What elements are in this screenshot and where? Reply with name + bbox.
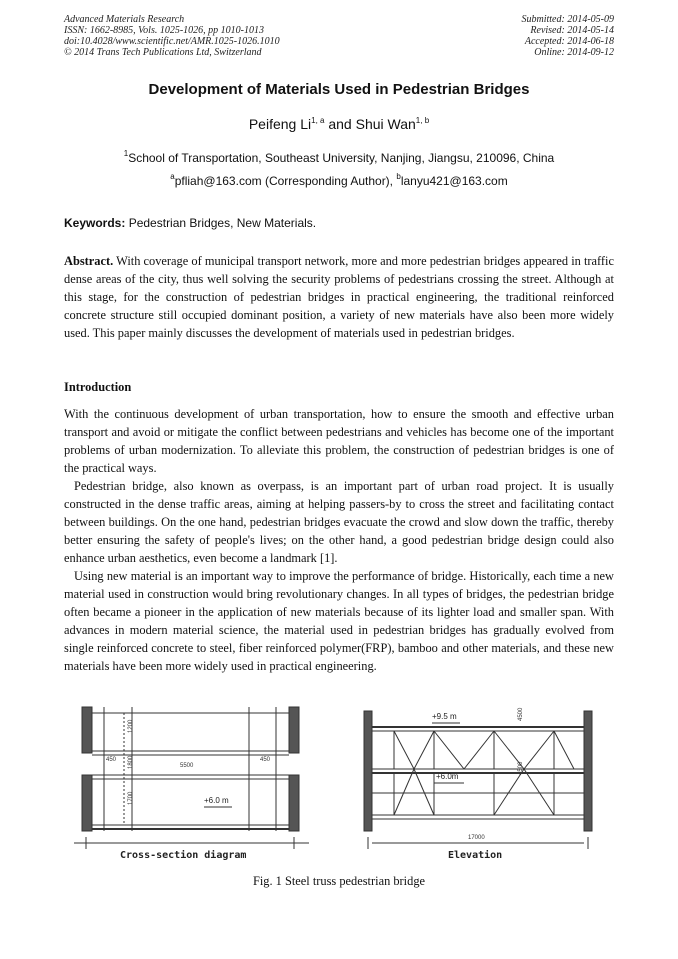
paper-title: Development of Materials Used in Pedestrian Bridges [148,81,530,98]
dim-1200: 1200 [128,719,134,733]
email-b[interactable]: lanyu421@163.com [400,174,508,188]
email-a-superscript: a [170,172,175,181]
journal-issn: ISSN: 1662-8985, Vols. 1025-1026, pp 1010-1013 [64,25,264,36]
introduction-body [64,405,614,675]
date-online: Online: 2014-09-12 [534,47,614,58]
bridge-drawing [64,703,614,863]
keywords [64,216,614,230]
abstract-text: With coverage of municipal transport network, more and more pedestrian bridges appeared in traffic dense areas of the city, thus well solving the security problems of pedestrians crossing the street. Although at this stage, for the construction of pedestrian bridges in practical engineering, the traditional reinforced concrete structure still occupied dominant position, a variety of new materials have also been more widely used. This paper mainly discusses the development of materials used in pedestrian bridges. [64,254,614,340]
dim-4500-bottom: 4500 [518,761,524,775]
dim-5500: 5500 [180,763,194,769]
affiliation-superscript: 1 [123,149,129,158]
column-left-bottom [82,775,92,831]
affiliation-line [0,151,678,165]
dim-1800: 1800 [128,755,134,769]
journal-doi: doi:10.4028/www.scientific.net/AMR.1025-1026.1010 [64,36,280,47]
figure-1 [64,703,614,863]
author-1-superscript: 1, a [311,116,325,125]
paper-authors [0,116,678,132]
column-right-bottom [289,775,299,831]
dim-450-left: 450 [106,757,117,763]
section-heading-introduction: Introduction [64,380,132,394]
email-a[interactable]: pfliah@163.com (Corresponding Author), [174,174,397,188]
abstract-label: Abstract. [64,254,114,268]
date-submitted: Submitted: 2014-05-09 [521,14,614,25]
cross-section-label: Cross-section diagram [120,850,247,861]
journal-header-right [522,14,615,58]
dim-1700: 1700 [128,791,134,805]
figure-caption: Fig. 1 Steel truss pedestrian bridge [252,874,426,888]
level-top: +9.5 m [432,712,457,721]
journal-name: Advanced Materials Research [64,14,185,25]
intro-paragraph-2: Pedestrian bridge, also known as overpass, is an important part of urban road project. It is usually constructed in the dense traffic areas, aiming at helping passers-by to cross the street and facilitating contact between buildings. On the one hand, pedestrian bridges evacuate the crowd and slow down the traffic, thereby better ensuring the safety of people's lives; on the other hand, a good pedestrian bridge design could also enhance urban aesthetics, even become a landmark [1]. [64,479,614,565]
journal-header-left [64,14,280,58]
author-2-superscript: 1, b [415,116,430,125]
keywords-label: Keywords: [64,216,126,230]
intro-paragraph-3: Using new material is an important way to improve the performance of bridge. Historically, each time a new material used in construction would bring revolutionary changes. In all types of bridges, the pedestrian bridge often became a pioneer in the application of new materials because of its lighter load and smaller span. With advances in modern material science, the material used in pedestrian bridges has gradually evolved from single reinforced concrete to steel, fiber reinforced polymer(FRP), bamboo and other materials, and these new materials have been more widely used in practical engineering. [64,569,614,673]
elevation-pier-right [584,711,592,831]
date-accepted: Accepted: 2014-06-18 [524,36,614,47]
email-b-superscript: b [396,172,401,181]
keywords-text: Pedestrian Bridges, New Materials. [128,216,317,230]
elevation-pier-left [364,711,372,831]
dim-4500-top: 4500 [518,707,524,721]
intro-paragraph-1: With the continuous development of urban transportation, how to ensure the smooth and effective urban transport and avoid or mitigate the conflict between pedestrians and vehicles has become one of the important problems of urban modernization. To alleviate this problem, the construction of pedestrian bridges is one of the practical ways. [64,407,614,475]
abstract [64,252,614,342]
email-line [0,174,678,188]
dim-450-right: 450 [260,757,271,763]
dim-17000: 17000 [468,835,485,841]
column-left-top [82,707,92,753]
column-right-top [289,707,299,753]
elevation-label: Elevation [448,850,503,861]
author-1: Peifeng Li [248,116,312,132]
affiliation-text: School of Transportation, Southeast University, Nanjing, Jiangsu, 210096, China [128,151,555,165]
date-revised: Revised: 2014-05-14 [530,25,614,36]
author-2: and Shui Wan [328,116,416,132]
journal-copyright: © 2014 Trans Tech Publications Ltd, Switzerland [64,47,262,58]
level-left: +6.0 m [204,796,229,805]
level-mid: +6.0m [436,772,459,781]
